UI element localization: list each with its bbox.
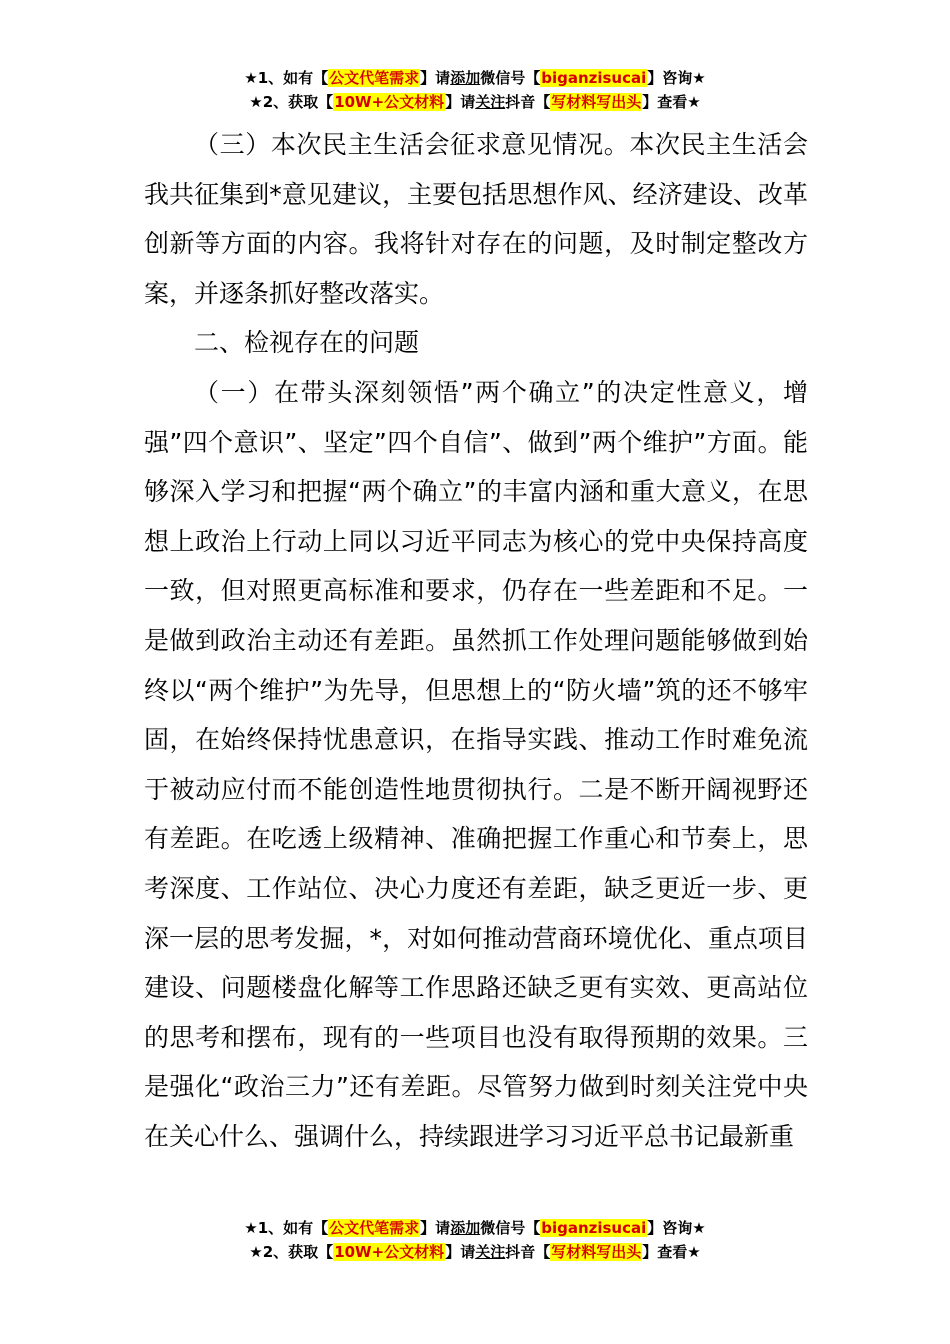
banner-underline: 添加 bbox=[450, 1219, 481, 1237]
banner-text: 】请 bbox=[445, 1243, 476, 1261]
banner-text: 抖音【 bbox=[505, 93, 551, 111]
banner-line-2 bbox=[0, 90, 950, 114]
banner-text: 抖音【 bbox=[505, 1243, 551, 1261]
banner-highlight: 10W+公文材料 bbox=[334, 93, 445, 111]
banner-highlight: 10W+公文材料 bbox=[334, 1243, 445, 1261]
banner-highlight: 公文代笔需求 bbox=[329, 1219, 420, 1237]
banner-underline: 关注 bbox=[475, 1243, 506, 1261]
banner-text: 】查看★ bbox=[642, 93, 701, 111]
banner-line-1 bbox=[0, 1216, 950, 1240]
section-heading: 二、检视存在的问题 bbox=[194, 328, 420, 358]
banner-highlight: biganzisucai bbox=[541, 1219, 647, 1237]
banner-line-1 bbox=[0, 66, 950, 90]
banner-highlight: 公文代笔需求 bbox=[329, 69, 420, 87]
banner-text: 】请 bbox=[420, 1219, 451, 1237]
banner-text: ★1、如有【 bbox=[244, 1219, 329, 1237]
banner-highlight: biganzisucai bbox=[541, 69, 647, 87]
document-body bbox=[144, 120, 808, 1161]
footer-banner bbox=[0, 1216, 950, 1264]
banner-text: 】咨询★ bbox=[647, 69, 706, 87]
banner-text: ★2、获取【 bbox=[249, 1243, 334, 1261]
header-banner bbox=[0, 66, 950, 114]
banner-text: 微信号【 bbox=[480, 1219, 541, 1237]
banner-text: ★2、获取【 bbox=[249, 93, 334, 111]
banner-text: 微信号【 bbox=[480, 69, 541, 87]
banner-text: 】请 bbox=[445, 93, 476, 111]
banner-underline: 添加 bbox=[450, 69, 481, 87]
banner-text: 】请 bbox=[420, 69, 451, 87]
banner-highlight: 写材料写出头 bbox=[551, 93, 642, 111]
banner-underline: 关注 bbox=[475, 93, 506, 111]
banner-line-2 bbox=[0, 1240, 950, 1264]
banner-text: 】查看★ bbox=[642, 1243, 701, 1261]
paragraph-feedback: （三）本次民主生活会征求意见情况。本次民主生活会我共征集到*意见建议，主要包括思想作风、经济建设、改革创新等方面的内容。我将针对存在的问题，及时制定整改方案，并逐条抓好整改落实。 bbox=[144, 130, 808, 308]
paragraph-problems: （一）在带头深刻领悟”两个确立”的决定性意义，增强”四个意识”、坚定”四个自信”、做到”两个维护”方面。能够深入学习和把握“两个确立”的丰富内涵和重大意义，在思想上政治上行动上同以习近平同志为核心的党中央保持高度一致，但对照更高标准和要求，仍存在一些差距和不足。一是做到政治主动还有差距。虽然抓工作处理问题能够做到始终以“两个维护”为先导，但思想上的“防火墙”筑的还不够牢固，在始终保持忧患意识，在指导实践、推动工作时难免流于被动应付而不能创造性地贯彻执行。二是不断开阔视野还有差距。在吃透上级精神、准确把握工作重心和节奏上，思考深度、工作站位、决心力度还有差距，缺乏更近一步、更深一层的思考发掘，*，对如何推动营商环境优化、重点项目建设、问题楼盘化解等工作思路还缺乏更有实效、更高站位的思考和摆布，现有的一些项目也没有取得预期的效果。三是强化“政治三力”还有差距。尽管努力做到时刻关注党中央在关心什么、强调什么，持续跟进学习习近平总书记最新重 bbox=[144, 377, 808, 1151]
banner-text: ★1、如有【 bbox=[244, 69, 329, 87]
banner-highlight: 写材料写出头 bbox=[551, 1243, 642, 1261]
banner-text: 】咨询★ bbox=[647, 1219, 706, 1237]
